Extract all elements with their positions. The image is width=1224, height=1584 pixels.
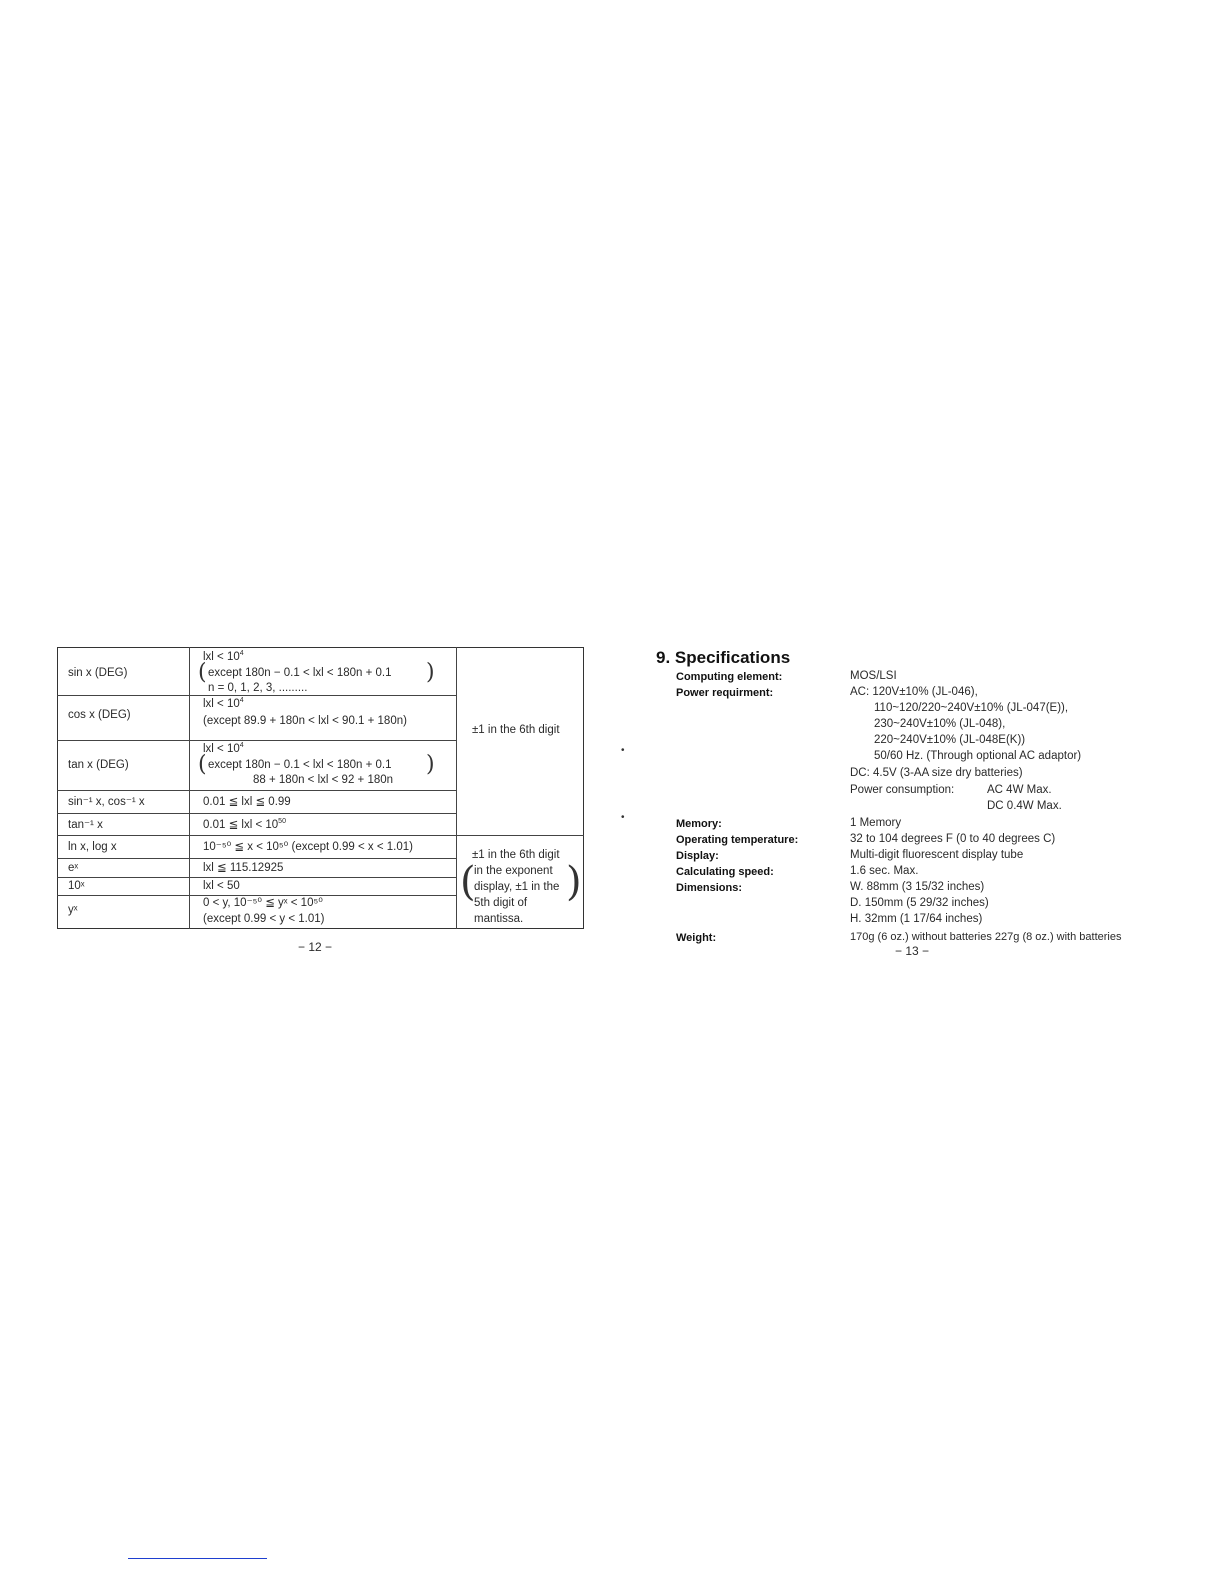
- spec-label: Power requirment:: [676, 687, 774, 699]
- range-condition: (except 89.9 + 180n < lxl < 90.1 + 180n): [203, 715, 407, 727]
- spec-value: D. 150mm (5 29/32 inches): [850, 897, 989, 909]
- table-rule: [456, 647, 457, 929]
- spec-value: 230~240V±10% (JL-048),: [874, 718, 1006, 730]
- range-condition: (except 0.99 < y < 1.01): [203, 913, 325, 925]
- divider: [128, 1558, 267, 1559]
- spec-label: Display:: [676, 850, 719, 862]
- table-rule: [57, 740, 457, 741]
- spec-value: DC 0.4W Max.: [987, 800, 1062, 812]
- range-value: lxl < 50: [203, 880, 240, 892]
- spec-value: 1 Memory: [850, 817, 902, 829]
- range-value: 0.01 ≦ lxl ≦ 0.99: [203, 796, 291, 808]
- spec-label: Calculating speed:: [676, 866, 774, 878]
- spec-value: MOS/LSI: [850, 670, 897, 682]
- range-value: lxl ≦ 115.12925: [203, 862, 284, 874]
- accuracy-note: display, ±1 in the: [474, 881, 560, 893]
- accuracy-note: mantissa.: [474, 913, 524, 925]
- function-name: yˣ: [68, 904, 78, 916]
- spec-value: W. 88mm (3 15/32 inches): [850, 881, 985, 893]
- accuracy-note: 5th digit of: [474, 897, 528, 909]
- spec-label: Memory:: [676, 818, 722, 830]
- table-rule: [189, 647, 190, 929]
- function-name: sin⁻¹ x, cos⁻¹ x: [68, 796, 145, 808]
- function-name: tan x (DEG): [68, 759, 129, 771]
- function-name: ln x, log x: [68, 841, 117, 853]
- right-brace: ): [426, 752, 435, 777]
- scan-mark: •: [621, 745, 625, 756]
- range-condition: except 180n − 0.1 < lxl < 180n + 0.1: [208, 759, 392, 771]
- spec-label: Computing element:: [676, 671, 783, 683]
- table-rule: [57, 813, 457, 814]
- page-number-left: − 12 −: [298, 940, 333, 954]
- range-value: 0.01 ≦ lxl < $10^{50}$: [203, 818, 286, 831]
- accuracy-note: ±1 in the 6th digit: [472, 849, 560, 861]
- spec-value: Power consumption:: [850, 784, 955, 796]
- table-rule: [57, 835, 584, 836]
- range-condition: 88 + 180n < lxl < 92 + 180n: [253, 774, 394, 786]
- spec-value: 50/60 Hz. (Through optional AC adaptor): [874, 750, 1082, 762]
- range-value: 10⁻⁵⁰ ≦ x < 10⁵⁰ (except 0.99 < x < 1.01): [203, 841, 413, 853]
- function-name: 10ˣ: [68, 880, 85, 892]
- right-brace: ): [566, 859, 582, 905]
- table-rule: [57, 877, 457, 878]
- spec-value: Multi-digit fluorescent display tube: [850, 849, 1024, 861]
- spec-label: Weight:: [676, 932, 717, 944]
- table-rule: [57, 858, 457, 859]
- range-value: lxl < $10^4$: [203, 742, 244, 755]
- range-condition: except 180n − 0.1 < lxl < 180n + 0.1: [208, 667, 392, 679]
- accuracy-note: in the exponent: [474, 865, 553, 877]
- function-name: tan⁻¹ x: [68, 819, 103, 831]
- spec-value: H. 32mm (1 17/64 inches): [850, 913, 983, 925]
- function-name: cos x (DEG): [68, 709, 131, 721]
- spec-value: 220~240V±10% (JL-048E(K)): [874, 734, 1026, 746]
- table-rule: [57, 790, 457, 791]
- range-value: lxl < $10^4$: [203, 697, 244, 710]
- spec-value: 1.6 sec. Max.: [850, 865, 919, 877]
- spec-value: AC 4W Max.: [987, 784, 1052, 796]
- accuracy-note: ±1 in the 6th digit: [472, 724, 560, 736]
- left-brace: (: [198, 660, 207, 685]
- spec-value: 110~120/220~240V±10% (JL-047(E)),: [874, 702, 1069, 714]
- spec-value: DC: 4.5V (3-AA size dry batteries): [850, 767, 1023, 779]
- left-brace: (: [460, 859, 476, 905]
- range-value: 0 < y, 10⁻⁵⁰ ≦ yˣ < 10⁵⁰: [203, 897, 323, 909]
- section-title: 9. Specifications: [656, 648, 791, 667]
- scan-mark: •: [621, 812, 625, 823]
- range-value: lxl < $10^4$: [203, 650, 244, 663]
- spec-label: Dimensions:: [676, 882, 743, 894]
- function-name: sin x (DEG): [68, 667, 128, 679]
- spec-value: 170g (6 oz.) without batteries 227g (8 oz.) with batteries: [850, 931, 1122, 943]
- function-name: eˣ: [68, 862, 79, 874]
- range-condition: n = 0, 1, 2, 3, .........: [208, 682, 308, 694]
- spec-value: 32 to 104 degrees F (0 to 40 degrees C): [850, 833, 1056, 845]
- spec-label: Operating temperature:: [676, 834, 799, 846]
- page-number-right: − 13 −: [895, 944, 930, 958]
- left-brace: (: [198, 752, 207, 777]
- right-brace: ): [426, 660, 435, 685]
- spec-value: AC: 120V±10% (JL-046),: [850, 686, 978, 698]
